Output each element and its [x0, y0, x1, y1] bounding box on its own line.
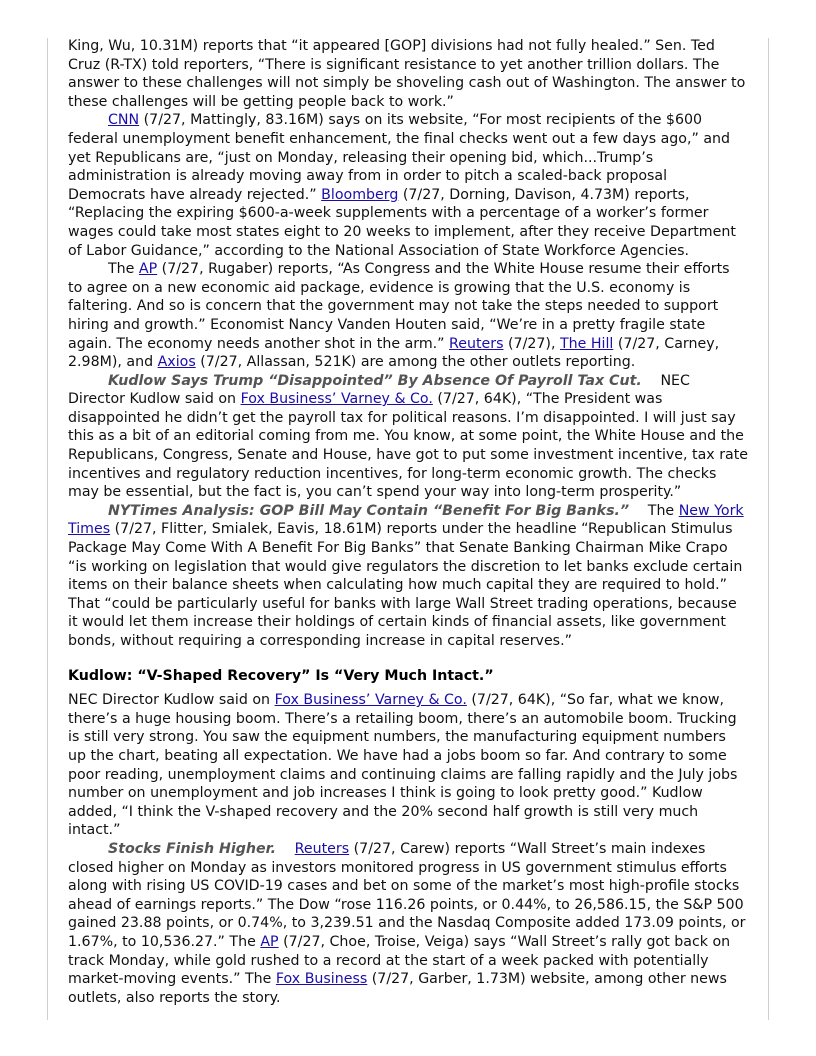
link-new-york-times[interactable]: New York Times — [68, 502, 744, 538]
link-ap-2[interactable]: AP — [260, 933, 279, 950]
paragraph-kudlow-recovery: NEC Director Kudlow said on Fox Business’ Varney & Co. (7/27, 64K), “So far, what we know, there’s a huge housing boom. There’s a retailing boom, there’s an automobile boom. Trucking is still very strong. You saw the equipment numbers, the manufacturing equipment numbers up the chart, beating all expectation. We have had a jobs boom so far. And contrary to some poor reading, unemployment claims and continuing claims are falling rapidly and the July jobs number on unemployment and job increases I think is going to look pretty good.” Kudlow added, “I think the V-shaped recovery and the 20% second half growth is still very much intact.” — [68, 692, 738, 839]
right-margin-rule — [768, 38, 769, 1020]
link-fox-business[interactable]: Fox Business — [275, 971, 368, 988]
link-axios[interactable]: Axios — [157, 354, 196, 371]
article-body — [68, 37, 748, 1007]
link-reuters[interactable]: Reuters — [449, 335, 504, 352]
subhead-stocks: Stocks Finish Higher. — [108, 840, 276, 857]
paragraph-kudlow-payroll: Kudlow Says Trump “Disappointed” By Absence Of Payroll Tax Cut. NEC Director Kudlow said on Fox Business’ Varney & Co. (7/27, 64K), “The President was disappointed he didn’t get the payroll tax for political reasons. I’m disappointed. I will just say this as a bit of an editorial coming from me. You know, at some point, the White House and the Republicans, Congress, Senate and House, have got to put some investment incentive, tax rate incentives and regulatory reduction incentives, for long-term economic growth. The checks may be essential, but the fact is, you can’t spend your way into long-term prosperity.” — [68, 372, 749, 501]
link-bloomberg[interactable]: Bloomberg — [321, 186, 399, 203]
subhead-nytimes-analysis: NYTimes Analysis: GOP Bill May Contain “Benefit For Big Banks.” — [108, 502, 630, 519]
link-the-hill[interactable]: The Hill — [559, 335, 614, 352]
link-fox-business-varney-2[interactable]: Fox Business’ Varney & Co. — [274, 692, 467, 709]
paragraph-cnn: CNN (7/27, Mattingly, 83.16M) says on its website, “For most recipients of the $600 federal unemployment benefit enhancement, the final checks went out a few days ago,” and yet Republicans are, “just on Monday, releasing their opening bid, which...Trump’s administration is already moving away from in order to pitch a scaled-back proposal Democrats have already rejected.” Bloomberg (7/27, Dorning, Davison, 4.73M) reports, “Replacing the expiring $600-a-week supplements with a percentage of a worker’s former wages could take most states eight to 20 weeks to implement, after they receive Department of Labor Guidance,” according to the National Association of State Workforce Agencies. — [68, 112, 736, 259]
section-heading-v-shaped: Kudlow: “V-Shaped Recovery” Is “Very Much Intact.” — [68, 667, 494, 684]
paragraph-stocks: Stocks Finish Higher. Reuters (7/27, Carew) reports “Wall Street’s main indexes closed higher on Monday as investors monitored progress in US government stimulus efforts along with rising US COVID-19 cases and bet on some of the market’s most high-profile stocks ahead of earnings reports.” The Dow “rose 116.26 points, or 0.44%, to 26,586.15, the S&P 500 gained 23.88 points, or 0.74%, to 3,239.51 and the Nasdaq Composite added 173.09 points, or 1.67%, to 10,536.27.” The AP (7/27, Choe, Troise, Veiga) says “Wall Street’s rally got back on track Monday, while gold rushed to a record at the start of a week packed with potentially market-moving events.” The Fox Business (7/27, Garber, 1.73M) website, among other news outlets, also reports the story. — [68, 840, 746, 1006]
paragraph-cruz-quote: King, Wu, 10.31M) reports that “it appeared [GOP] divisions had not fully healed.” Sen. Ted Cruz (R-TX) told reporters, “There is significant resistance to yet another trillion dollars. The answer to these challenges will not simply be shoveling cash out of Washington. The answer to these challenges will be getting people back to work.” — [68, 38, 746, 110]
link-cnn[interactable]: CNN — [108, 112, 140, 129]
paragraph-nytimes-banks: NYTimes Analysis: GOP Bill May Contain “Benefit For Big Banks.” The New York Times (7/27, Flitter, Smialek, Eavis, 18.61M) reports under the headline “Republican Stimulus Package May Come With A Benefit For Big Banks” that Senate Banking Chairman Mike Crapo “is working on legislation that would give regulators the discretion to let banks exclude certain items on their balance sheets when calculating how much capital they are required to hold.” That “could be particularly useful for banks with large Wall Street trading operations, because it would let them increase their holdings of certain kinds of financial assets, like government bonds, without requiring a corresponding increase in capital reserves.” — [68, 502, 744, 649]
paragraph-ap-economy: The AP (7/27, Rugaber) reports, “As Congress and the White House resume their efforts to agree on a new economic aid package, evidence is growing that the U.S. economy is faltering. And so is concern that the government may not take the steps needed to support hiring and growth.” Economist Nancy Vanden Houten said, “We’re in a pretty fragile state again. The economy needs another shot in the arm.” Reuters (7/27), The Hill (7/27, Carney, 2.98M), and Axios (7/27, Allassan, 521K) are among the other outlets reporting. — [68, 261, 730, 371]
link-ap[interactable]: AP — [138, 261, 158, 278]
subhead-payroll-tax: Kudlow Says Trump “Disappointed” By Absence Of Payroll Tax Cut. — [108, 372, 642, 389]
left-margin-rule — [47, 38, 48, 1020]
link-fox-business-varney[interactable]: Fox Business’ Varney & Co. — [240, 391, 433, 408]
link-reuters-2[interactable]: Reuters — [294, 840, 350, 857]
